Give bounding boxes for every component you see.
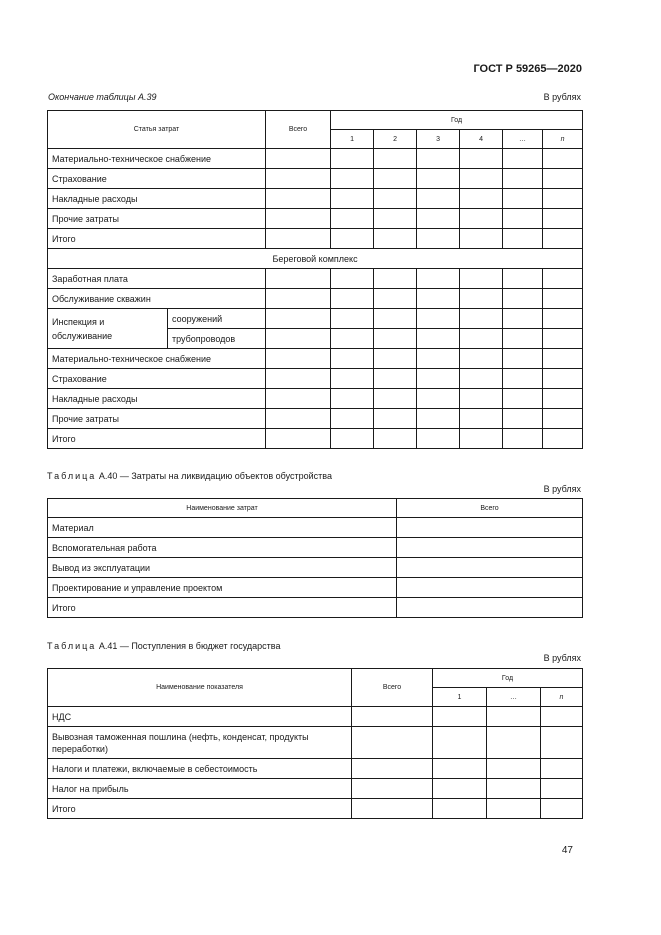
row-label: Вывозная таможенная пошлина (нефть, конденсат, продукты переработки) bbox=[48, 727, 352, 759]
t40-caption bbox=[47, 471, 332, 481]
row-label: Прочие затраты bbox=[48, 209, 266, 229]
row-label: Налоги и платежи, включаемые в себестоимость bbox=[48, 759, 352, 779]
table-row bbox=[48, 759, 583, 779]
table-row bbox=[48, 558, 583, 578]
row-label: Итого bbox=[48, 429, 266, 449]
row-sublabel: сооружений bbox=[168, 309, 266, 329]
row-label: Прочие затраты bbox=[48, 409, 266, 429]
table-row bbox=[48, 209, 583, 229]
section-label: Береговой комплекс bbox=[48, 249, 583, 269]
table-row bbox=[48, 598, 583, 618]
row-label: Страхование bbox=[48, 169, 266, 189]
row-label: Итого bbox=[48, 598, 397, 618]
t39-year-col: … bbox=[503, 130, 543, 149]
table-row bbox=[48, 229, 583, 249]
t39-year-col: 2 bbox=[374, 130, 417, 149]
row-label: Материально-техническое снабжение bbox=[48, 349, 266, 369]
t39-col-item: Статья затрат bbox=[48, 111, 266, 149]
document-header: ГОСТ Р 59265—2020 bbox=[473, 63, 582, 75]
row-label: Налог на прибыль bbox=[48, 779, 352, 799]
t41-col-total: Всего bbox=[352, 669, 433, 707]
t41-year-col: 1 bbox=[433, 688, 487, 707]
table-a41 bbox=[47, 668, 583, 819]
table-row bbox=[48, 169, 583, 189]
t40-unit: В рублях bbox=[543, 484, 581, 494]
table-row bbox=[48, 727, 583, 759]
table-row bbox=[48, 799, 583, 819]
table-row bbox=[48, 538, 583, 558]
table-a40 bbox=[47, 498, 583, 618]
table-row bbox=[48, 349, 583, 369]
row-label: Итого bbox=[48, 229, 266, 249]
row-label: Вывод из эксплуатации bbox=[48, 558, 397, 578]
table-row bbox=[48, 409, 583, 429]
row-label: НДС bbox=[48, 707, 352, 727]
row-label: Заработная плата bbox=[48, 269, 266, 289]
t41-unit: В рублях bbox=[543, 653, 581, 663]
t39-year-col: 3 bbox=[417, 130, 460, 149]
t40-caption-label: Таблица bbox=[47, 471, 97, 481]
table-row bbox=[48, 149, 583, 169]
t39-unit: В рублях bbox=[543, 92, 581, 102]
row-label: Итого bbox=[48, 799, 352, 819]
table-row bbox=[48, 309, 583, 329]
t41-year-col: … bbox=[487, 688, 541, 707]
t41-col-name: Наименование показателя bbox=[48, 669, 352, 707]
t39-caption: Окончание таблицы А.39 bbox=[48, 92, 157, 102]
row-label: Накладные расходы bbox=[48, 189, 266, 209]
row-label: Материально-техническое снабжение bbox=[48, 149, 266, 169]
row-label: Обслуживание скважин bbox=[48, 289, 266, 309]
table-row bbox=[48, 369, 583, 389]
table-row bbox=[48, 707, 583, 727]
t41-caption-text: А.41 — Поступления в бюджет государства bbox=[98, 641, 281, 651]
row-label: Материал bbox=[48, 518, 397, 538]
t41-caption bbox=[47, 641, 280, 651]
table-row bbox=[48, 389, 583, 409]
row-label: Накладные расходы bbox=[48, 389, 266, 409]
t41-caption-label: Таблица bbox=[47, 641, 97, 651]
t40-caption-text: А.40 — Затраты на ликвидацию объектов обустройства bbox=[98, 471, 332, 481]
row-sublabel: трубопроводов bbox=[168, 329, 266, 349]
table-row bbox=[48, 269, 583, 289]
table-row bbox=[48, 779, 583, 799]
t39-year-col: n bbox=[543, 130, 583, 149]
page-number: 47 bbox=[561, 845, 573, 856]
row-label: Проектирование и управление проектом bbox=[48, 578, 397, 598]
t39-col-total: Всего bbox=[266, 111, 331, 149]
section-row bbox=[48, 249, 583, 269]
t40-col-total: Всего bbox=[397, 499, 583, 518]
t39-year-col: 4 bbox=[460, 130, 503, 149]
t41-year-col: n bbox=[541, 688, 583, 707]
t39-year-col: 1 bbox=[331, 130, 374, 149]
table-a39 bbox=[47, 110, 583, 449]
table-row bbox=[48, 429, 583, 449]
row-label: Вспомогательная работа bbox=[48, 538, 397, 558]
t41-col-year: Год bbox=[433, 669, 583, 688]
table-row bbox=[48, 289, 583, 309]
inspection-label: Инспекция и обслуживание bbox=[48, 309, 168, 349]
table-row bbox=[48, 578, 583, 598]
t40-col-name: Наименование затрат bbox=[48, 499, 397, 518]
t39-col-year: Год bbox=[331, 111, 583, 130]
row-label: Страхование bbox=[48, 369, 266, 389]
table-row bbox=[48, 518, 583, 538]
table-row bbox=[48, 189, 583, 209]
